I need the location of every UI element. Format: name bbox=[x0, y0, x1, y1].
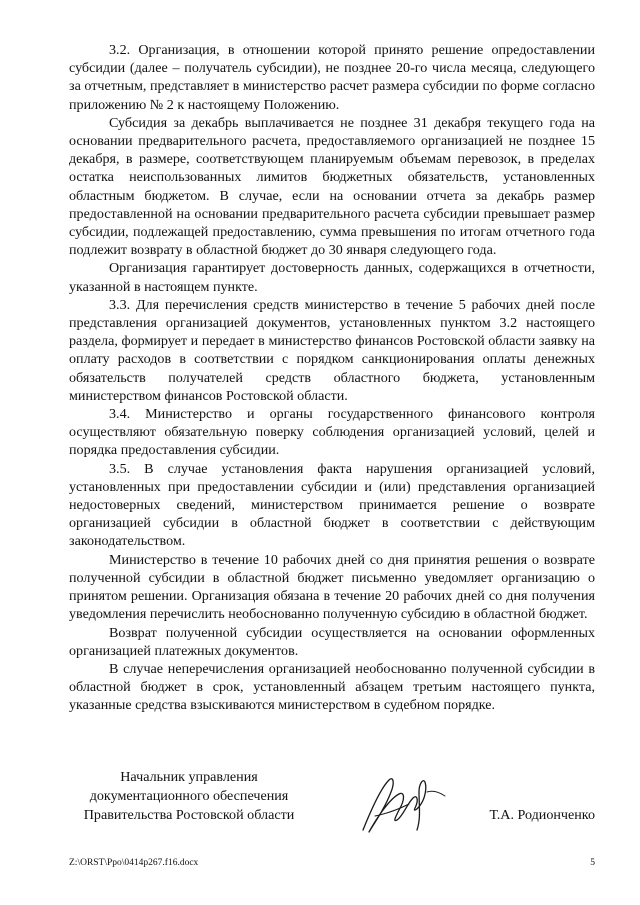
footer-file-path: Z:\ORST\Ppo\0414p267.f16.docx bbox=[69, 858, 199, 868]
signatory-title-line: Начальник управления bbox=[120, 769, 258, 785]
paragraph-ministry-notice: Министерство в течение 10 рабочих дней со дня принятия решения о возврате полученной субсидии в областной бюджет письменно уведомляет организацию о принятом решении. Организация обязана в течение 20 рабочих дней со дня получения уведомления перечислить необоснованно полученную субсидию в областной бюджет. bbox=[69, 551, 595, 623]
paragraph-3-5: 3.5. В случае установления факта нарушения организацией условий, установленных при предоставлении субсидии и (или) представления организацией недостоверных сведений, министерством принимается решение о возврате организацией субсидии в областной бюджет в соответствии с действующим законодательством. bbox=[69, 460, 595, 550]
signatory-title-line: документационного обеспечения bbox=[89, 788, 289, 804]
paragraph-3-3: 3.3. Для перечисления средств министерство в течение 5 рабочих дней после представления организацией документов, установленных пунктом 3.2 настоящего раздела, формирует и передает в министерство финансов Ростовской области заявку на оплату расходов в соответствии с порядком санкционирования оплаты денежных обязательств получателей средств областного бюджета, установленным министерством финансов Ростовской области. bbox=[69, 296, 595, 404]
paragraph-3-2: 3.2. Организация, в отношении которой принято решение опредоставлении субсидии (далее – получатель субсидии), не позднее 20-го числа месяца, следующего за отчетным, представляет в министерство расчет размера субсидии по форме согласно приложению № 2 к настоящему Положению. bbox=[69, 42, 595, 113]
paragraph-refund-basis: Возврат полученной субсидии осуществляется на основании оформленных организацией платежных документов. bbox=[69, 624, 595, 659]
paragraph-3-4: 3.4. Министерство и органы государственного финансового контроля осуществляют обязательную поверку соблюдения организацией условий, целей и порядка предоставления субсидии. bbox=[69, 406, 595, 459]
document-body bbox=[69, 41, 595, 715]
paragraph-december-subsidy: Субсидия за декабрь выплачивается не позднее 31 декабря текущего года на основании предварительного расчета, предоставляемого организацией не позднее 15 декабря, в размере, соответствующем планируемым объемам перевозок, в пределах остатка неиспользованных лимитов бюджетных обязательств, установленных областным бюджетом. В случае, если на основании отчета за декабрь размер предоставленной на основании предварительного расчета субсидии превышает размер субсидии, подлежащей предоставлению, сумма превышения по итогам отчетного года подлежит возврату в областной бюджет до 30 января следующего года. bbox=[69, 114, 595, 259]
signatory-title-line: Правительства Ростовской области bbox=[83, 807, 295, 823]
handwritten-signature-icon bbox=[345, 770, 455, 840]
paragraph-organization-guarantee: Организация гарантирует достоверность данных, содержащихся в отчетности, указанной в настоящем пункте. bbox=[69, 260, 595, 295]
paragraph-court-recovery: В случае неперечисления организацией необоснованно полученной субсидии в областной бюджет в срок, установленный абзацем третьим настоящего пункта, указанные средства взыскиваются министерством в судебном порядке. bbox=[69, 660, 595, 714]
page-number: 5 bbox=[590, 858, 595, 868]
signatory-title bbox=[69, 768, 309, 825]
signatory-name: Т.А. Родионченко bbox=[489, 807, 595, 823]
